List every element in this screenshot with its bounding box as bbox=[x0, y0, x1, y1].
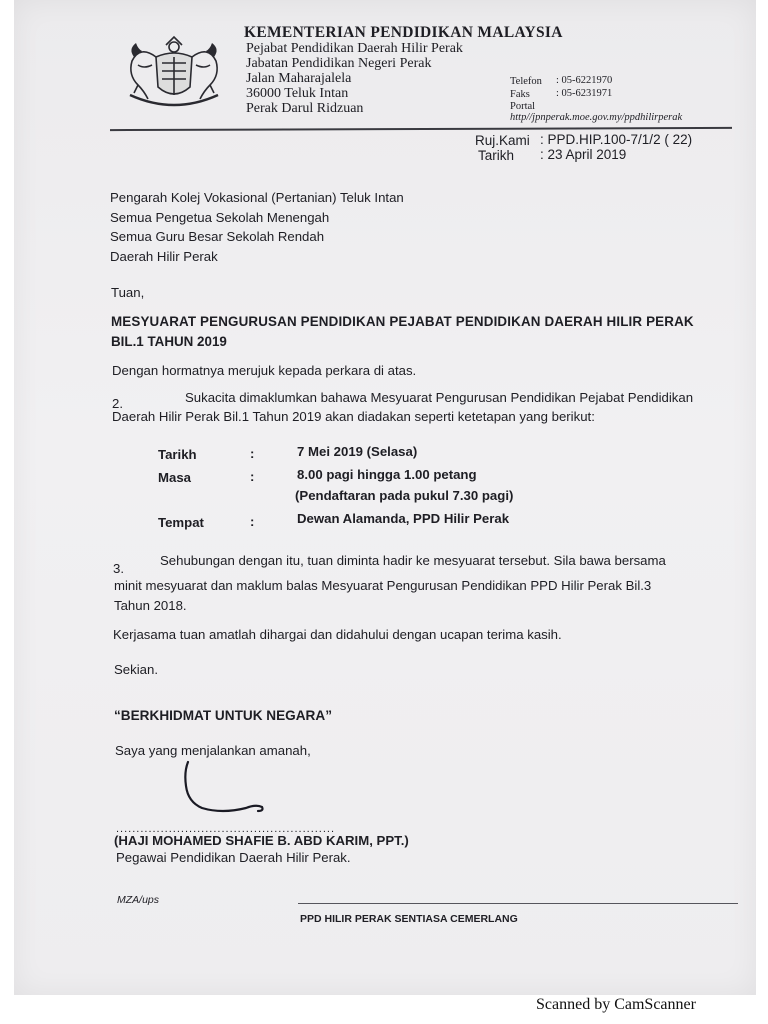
faks-label: Faks bbox=[510, 89, 530, 100]
detail-tempat-label: Tempat bbox=[158, 515, 204, 530]
signatory-title: Pegawai Pendidikan Daerah Hilir Perak. bbox=[116, 850, 351, 865]
signatory-name: (HAJI MOHAMED SHAFIE B. ABD KARIM, PPT.) bbox=[114, 833, 409, 848]
para3-number: 3. bbox=[113, 561, 124, 576]
para2-line-1: Sukacita dimaklumkan bahawa Mesyuarat Pengurusan Pendidikan Pejabat Pendidikan bbox=[185, 390, 694, 405]
detail-masa-note: (Pendaftaran pada pukul 7.30 pagi) bbox=[295, 488, 514, 503]
detail-tarikh-value: 7 Mei 2019 (Selasa) bbox=[297, 444, 418, 459]
faks-value: : 05-6231971 bbox=[556, 88, 613, 99]
detail-tempat-value: Dewan Alamanda, PPD Hilir Perak bbox=[297, 511, 510, 526]
thanks-text: Kerjasama tuan amatlah dihargai dan didahului dengan ucapan terima kasih. bbox=[113, 627, 562, 642]
motto: “BERKHIDMAT UNTUK NEGARA” bbox=[114, 708, 332, 723]
tarikh-value: : 23 April 2019 bbox=[540, 147, 627, 162]
recipient-1: Pengarah Kolej Vokasional (Pertanian) Teluk Intan bbox=[110, 190, 404, 205]
coat-of-arms-icon bbox=[118, 35, 230, 117]
trust-text: Saya yang menjalankan amanah, bbox=[115, 743, 311, 758]
detail-tarikh-label: Tarikh bbox=[158, 447, 197, 462]
subject-line-2: BIL.1 TAHUN 2019 bbox=[111, 334, 227, 349]
footer-divider bbox=[298, 903, 738, 904]
subject-line-1: MESYUARAT PENGURUSAN PENDIDIKAN PEJABAT PENDIDIKAN DAERAH HILIR PERAK bbox=[111, 314, 694, 329]
detail-tempat-colon: : bbox=[250, 514, 255, 529]
detail-masa-label: Masa bbox=[158, 470, 191, 485]
address-line-1: Pejabat Pendidikan Daerah Hilir Perak bbox=[246, 41, 463, 56]
closing-text: Sekian. bbox=[114, 662, 158, 677]
scanner-watermark: Scanned by CamScanner bbox=[536, 996, 696, 1013]
reference-initials: MZA/ups bbox=[117, 894, 160, 906]
portal-label: Portal bbox=[510, 101, 536, 112]
recipient-3: Semua Guru Besar Sekolah Rendah bbox=[110, 229, 325, 244]
para3-line-3: Tahun 2018. bbox=[114, 598, 187, 613]
address-line-4: 36000 Teluk Intan bbox=[246, 86, 349, 101]
salutation: Tuan, bbox=[111, 285, 145, 300]
para3-line-1: Sehubungan dengan itu, tuan diminta hadir ke mesyuarat tersebut. Sila bawa bersama bbox=[160, 553, 666, 568]
address-line-3: Jalan Maharajalela bbox=[246, 71, 352, 86]
recipient-2: Semua Pengetua Sekolah Menengah bbox=[110, 210, 330, 225]
recipient-4: Daerah Hilir Perak bbox=[110, 249, 218, 264]
ministry-name: KEMENTERIAN PENDIDIKAN MALAYSIA bbox=[244, 24, 563, 41]
para2-number: 2. bbox=[112, 396, 123, 411]
para2-line-2: Daerah Hilir Perak Bil.1 Tahun 2019 akan diadakan seperti ketetapan yang berikut: bbox=[112, 409, 595, 424]
ruj-label: Ruj.Kami bbox=[475, 133, 530, 148]
detail-tarikh-colon: : bbox=[250, 446, 255, 461]
address-line-2: Jabatan Pendidikan Negeri Perak bbox=[246, 56, 432, 71]
intro-text: Dengan hormatnya merujuk kepada perkara di atas. bbox=[112, 363, 417, 378]
detail-masa-value: 8.00 pagi hingga 1.00 petang bbox=[297, 467, 477, 482]
detail-masa-colon: : bbox=[250, 469, 255, 484]
portal-url: http//jpnperak.moe.gov.my/ppdhilirperak bbox=[510, 112, 683, 123]
signature-mark-icon bbox=[176, 758, 272, 818]
telefon-label: Telefon bbox=[510, 76, 542, 87]
address-line-5: Perak Darul Ridzuan bbox=[246, 101, 364, 116]
ruj-value: : PPD.HIP.100-7/1/2 ( 22) bbox=[540, 132, 693, 147]
para3-line-2: minit mesyuarat dan maklum balas Mesyuarat Pengurusan Pendidikan PPD Hilir Perak Bil.3 bbox=[114, 578, 652, 593]
telefon-value: : 05-6221970 bbox=[556, 75, 613, 86]
signature-line: ...................................................... bbox=[116, 823, 336, 835]
tarikh-label: Tarikh bbox=[478, 148, 515, 163]
footer-tagline: PPD HILIR PERAK SENTIASA CEMERLANG bbox=[300, 913, 518, 925]
